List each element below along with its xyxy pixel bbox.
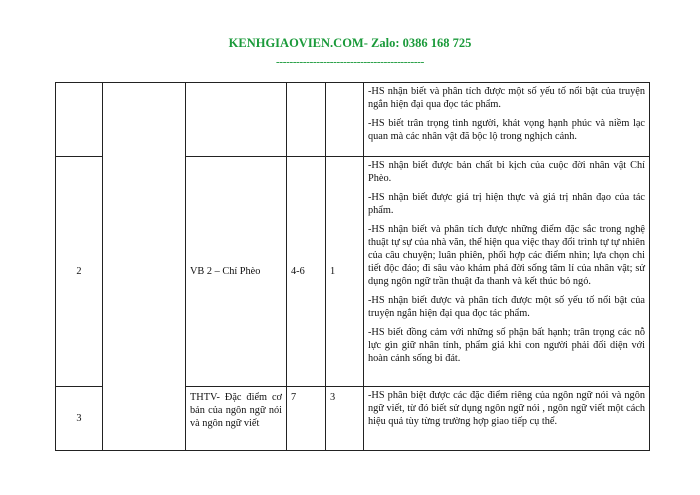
site-header-title: KENHGIAOVIEN.COM- Zalo: 0386 168 725 (228, 36, 472, 50)
stt-value: 3 (76, 413, 82, 424)
stt-cell (56, 387, 103, 451)
table-row (56, 83, 650, 157)
objective-text: -HS nhận biết và phân tích được một số yếu tố nổi bật của truyện ngắn hiện đại qua đọc tác phẩm. (368, 86, 645, 110)
periods-value: 7 (291, 392, 297, 403)
objectives-cell (364, 387, 650, 451)
hours-value: 1 (330, 266, 336, 277)
objective-text: -HS nhận biết được giá trị hiện thực và giá trị nhân đạo của tác phẩm. (368, 192, 645, 216)
lesson-cell (186, 157, 287, 387)
objective-text: -HS nhận biết và phân tích được những điểm đặc sắc trong nghệ thuật tự sự của nhà văn, thể hiện qua việc thay đổi trình tự tự nhiên của câu chuyện; luân phiên, phối hợp các điểm nhìn; lựa chọn chi tiết độc đáo; đi sâu vào khám phá đời sống tâm lí của nhân vật; sử dụng ngôn ngữ trần thuật đa thanh và kết thúc bỏ ngỏ. (368, 224, 645, 287)
objective-text: -HS nhận biết được bản chất bi kịch của cuộc đời nhân vật Chí Phèo. (368, 160, 645, 184)
lesson-plan-table (55, 82, 650, 451)
objective-text: -HS biết đồng cảm với những số phận bất hạnh; trân trọng các nỗ lực gìn giữ nhân tính, phẩm giá khi con người phải đối diện với hoàn cảnh sống bi đát. (368, 327, 645, 364)
objective-text: -HS nhận biết được và phân tích được một số yếu tố nổi bật của truyện ngắn hiện đại qua đọc tác phẩm. (368, 295, 645, 319)
periods-cell (287, 387, 326, 451)
stt-cell (56, 157, 103, 387)
hours-cell (326, 387, 364, 451)
periods-value: 4-6 (291, 266, 305, 277)
topic-cell (103, 83, 186, 451)
objective-text: -HS biết trân trọng tình người, khát vọng hạnh phúc và niềm lạc quan mà các nhân vật đã bộc lộ trong nghịch cảnh. (368, 118, 645, 142)
hours-cell (326, 83, 364, 157)
stt-cell (56, 83, 103, 157)
objectives-cell (364, 157, 650, 387)
periods-cell (287, 83, 326, 157)
hours-value: 3 (330, 392, 336, 403)
stt-value: 2 (76, 266, 82, 277)
lesson-name: THTV- Đặc điểm cơ bản của ngôn ngữ nói và ngôn ngữ viết (190, 392, 282, 429)
lesson-cell (186, 83, 287, 157)
hours-cell (326, 157, 364, 387)
lesson-name: VB 2 – Chí Phèo (190, 266, 261, 277)
header-divider: -------------------------------------------- (276, 56, 424, 68)
lesson-cell (186, 387, 287, 451)
periods-cell (287, 157, 326, 387)
objectives-cell (364, 83, 650, 157)
objective-text: -HS phân biệt được các đặc điểm riêng của ngôn ngữ nói và ngôn ngữ viết, từ đó biết sử dụng ngôn ngữ nói , ngôn ngữ viết một cách hiệu quả tùy từng trường hợp giao tiếp cụ thể. (368, 390, 645, 427)
